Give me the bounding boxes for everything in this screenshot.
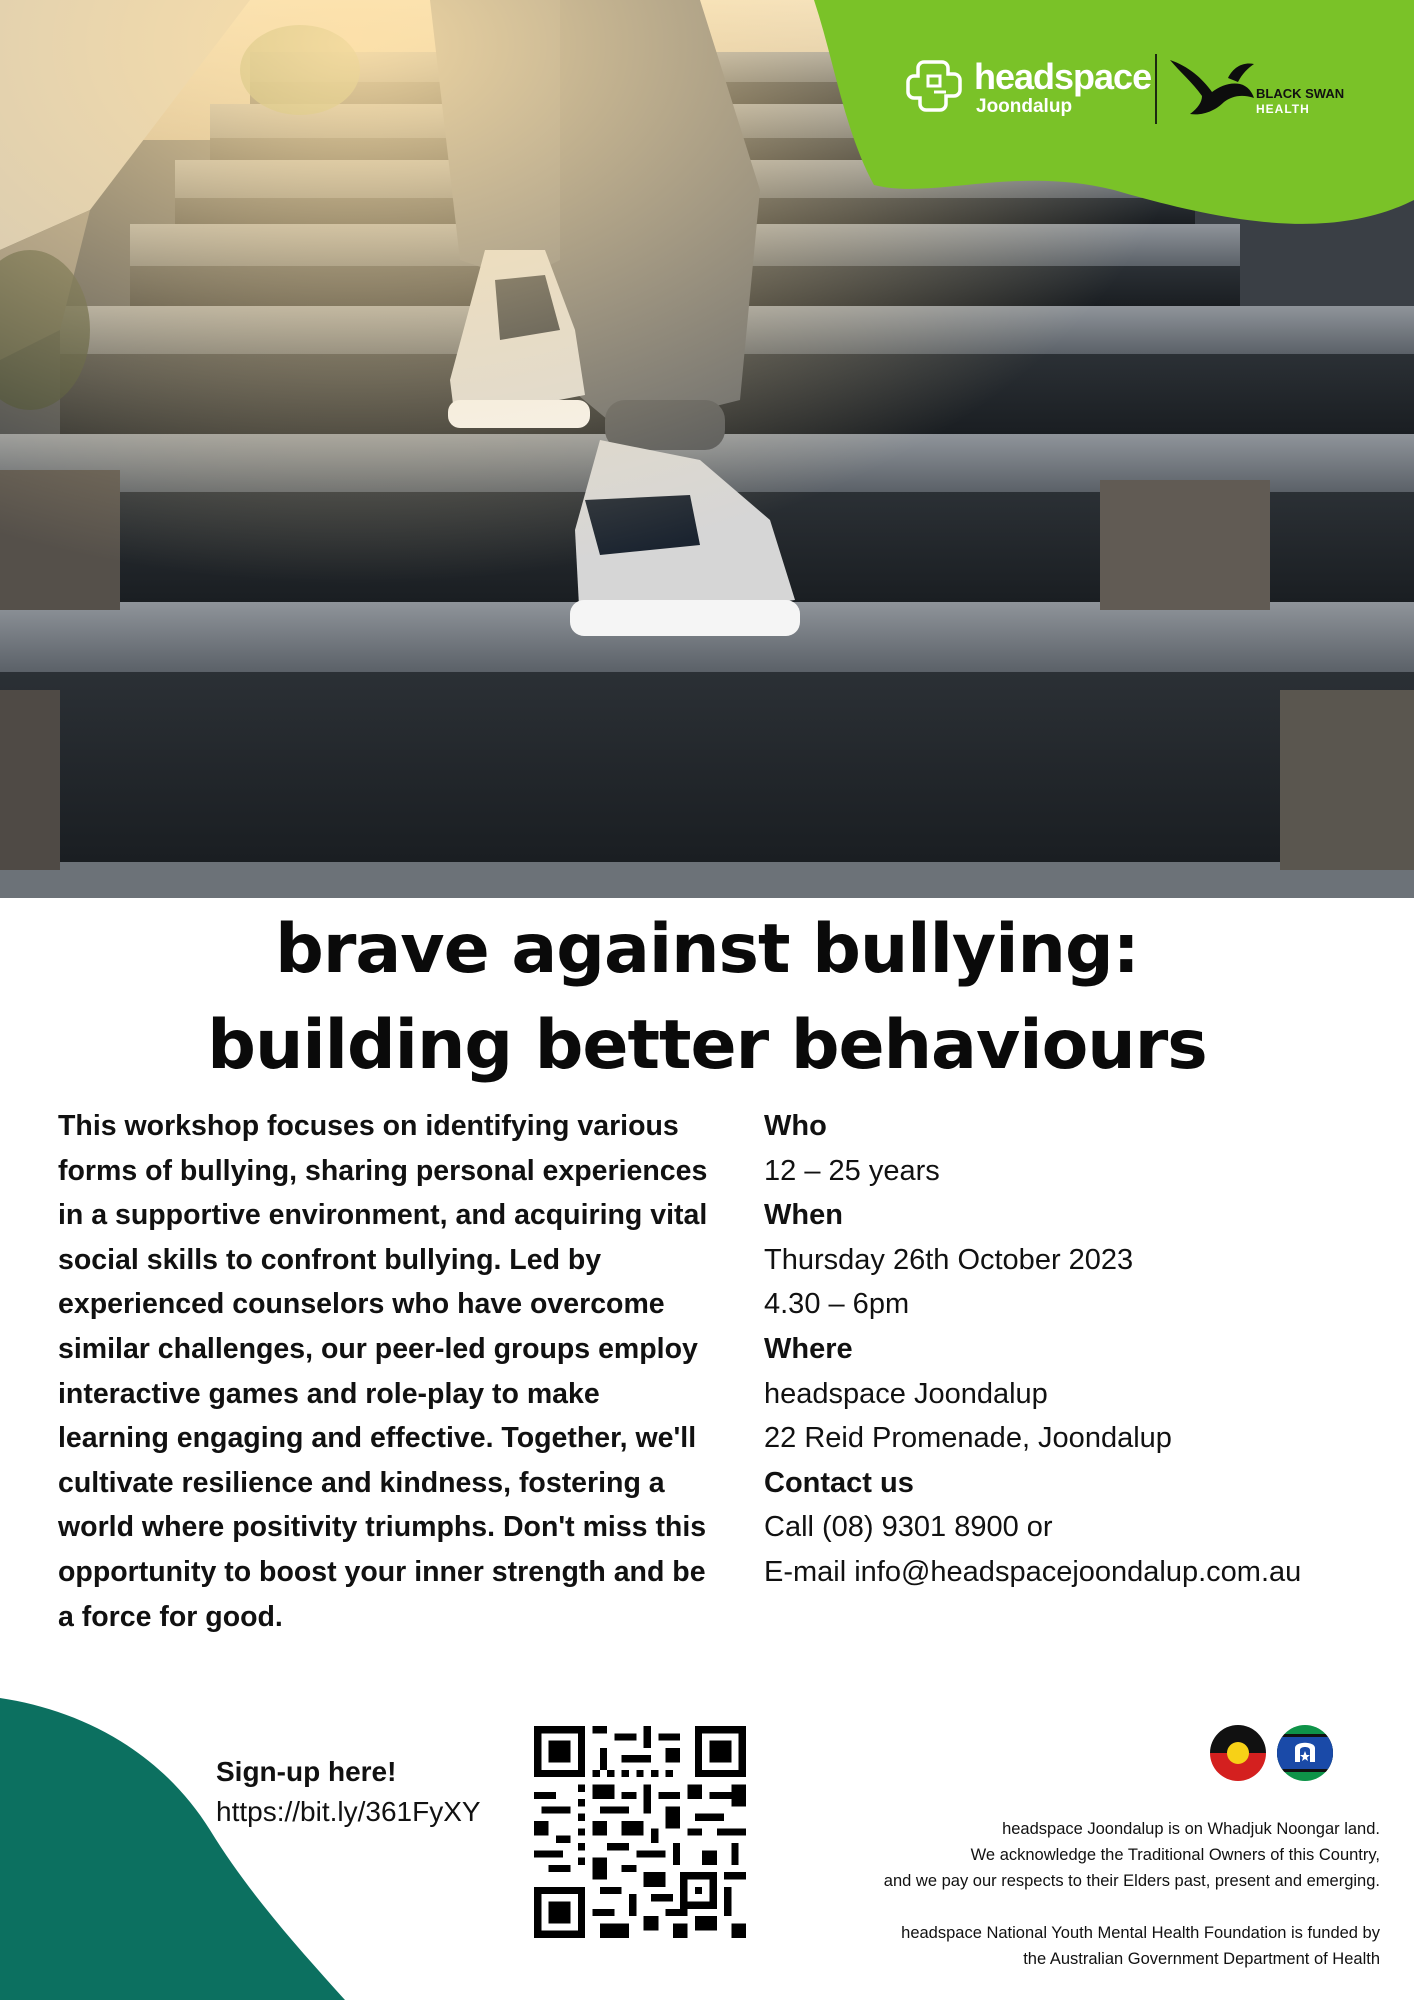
- ack-spacer: [680, 1894, 1380, 1920]
- title-line-1: brave against bullying:: [275, 910, 1139, 989]
- when-time: 4.30 – 6pm: [764, 1288, 910, 1321]
- event-details: [764, 1104, 1384, 1595]
- ack-line-3: and we pay our respects to their Elders past, present and emerging.: [883, 1872, 1380, 1890]
- hero-photo: [0, 0, 1414, 898]
- black-swan-health-logo: [1168, 56, 1358, 122]
- where-address: 22 Reid Promenade, Joondalup: [764, 1422, 1172, 1455]
- ack-line-1: headspace Joondalup is on Whadjuk Noongar land.: [1002, 1820, 1380, 1838]
- black-swan-icon: [1168, 56, 1258, 122]
- contact-phone[interactable]: Call (08) 9301 8900 or: [764, 1511, 1053, 1544]
- funding-line-1: headspace National Youth Mental Health Foundation is funded by: [901, 1924, 1380, 1942]
- decorative-wave: [0, 1690, 360, 2000]
- headspace-logo-icon: [904, 56, 966, 118]
- where-venue: headspace Joondalup: [764, 1377, 1048, 1410]
- acknowledgement: [680, 1816, 1380, 1972]
- aboriginal-flag-icon: [1210, 1724, 1266, 1782]
- page-title: [0, 902, 1414, 1094]
- logo-divider: [1155, 54, 1157, 124]
- signup-section: [216, 1752, 481, 1832]
- ack-line-2: We acknowledge the Traditional Owners of this Country,: [970, 1846, 1380, 1864]
- where-label: Where: [764, 1332, 853, 1365]
- workshop-description: This workshop focuses on identifying various forms of bullying, sharing personal experiences in a supportive environment, and acquiring vital social skills to confront bullying. Led by experienced counselors who have overcome similar challenges, our peer-led groups employ interactive games and role-play to make learning engaging and effective. Together, we'll cultivate resilience and kindness, fostering a world where positivity triumphs. Don't miss this opportunity to boost your inner strength and be a force for good.: [58, 1110, 708, 1633]
- contact-email[interactable]: E-mail info@headspacejoondalup.com.au: [764, 1555, 1302, 1588]
- who-value: 12 – 25 years: [764, 1154, 940, 1187]
- headspace-name: headspace: [974, 56, 1152, 97]
- funding-line-2: the Australian Government Department of Health: [1023, 1950, 1380, 1968]
- signup-link[interactable]: https://bit.ly/361FyXY: [216, 1796, 481, 1827]
- title-line-2: building better behaviours: [207, 1006, 1207, 1085]
- when-date: Thursday 26th October 2023: [764, 1243, 1134, 1276]
- contact-label: Contact us: [764, 1466, 914, 1499]
- partner-name-line2: HEALTH: [1256, 102, 1310, 116]
- flags: [1210, 1724, 1340, 1782]
- partner-name-line1: BLACK SWAN: [1256, 86, 1345, 101]
- who-label: Who: [764, 1110, 827, 1142]
- when-label: When: [764, 1199, 843, 1232]
- signup-heading: Sign-up here!: [216, 1756, 397, 1787]
- torres-strait-islander-flag-icon: [1277, 1724, 1333, 1782]
- headspace-logo: [904, 56, 1154, 120]
- headspace-location: Joondalup: [976, 96, 1073, 117]
